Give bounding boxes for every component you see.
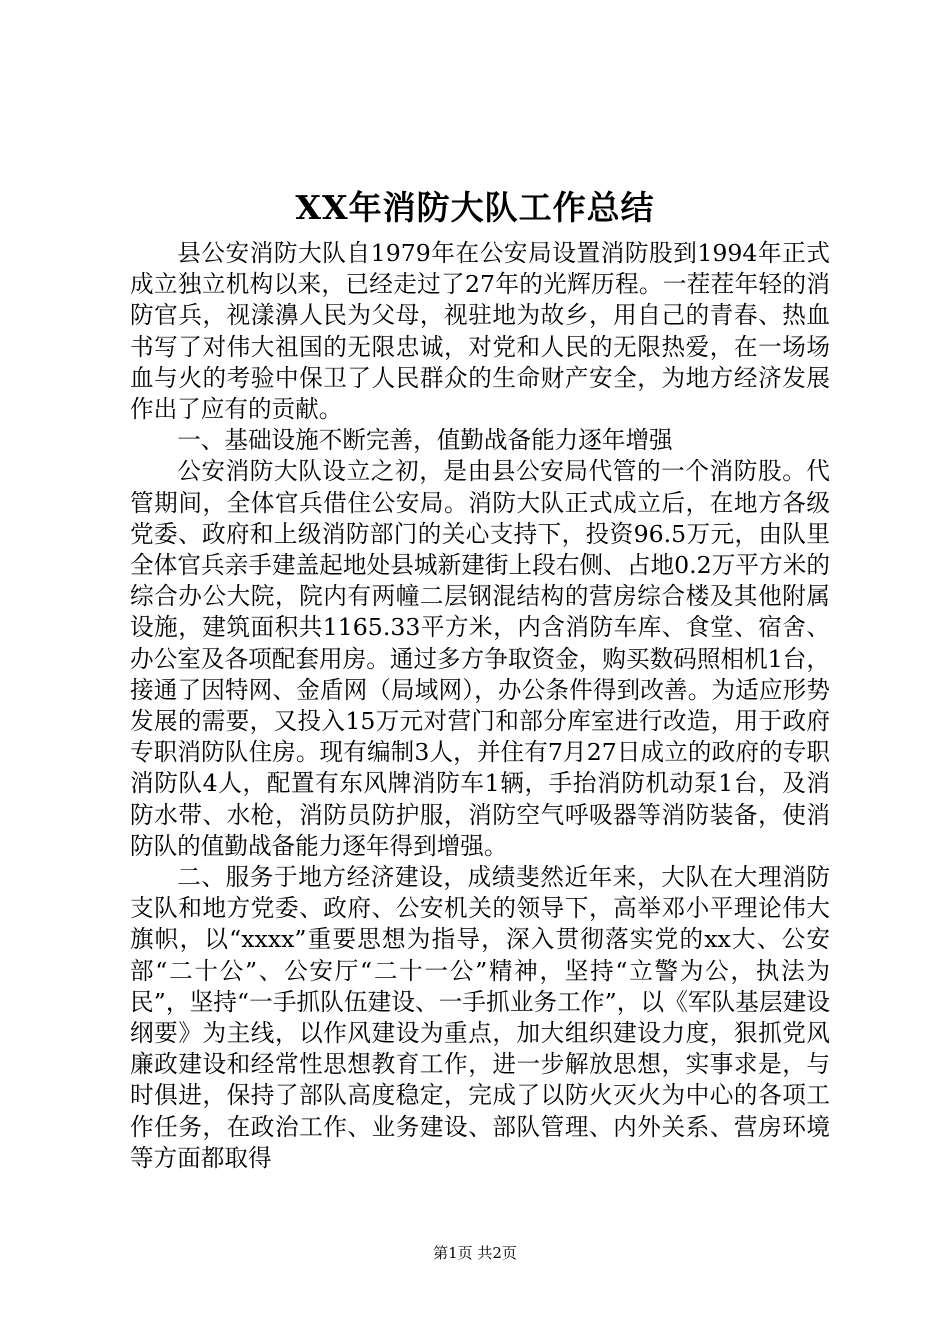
document-title: XX年消防大队工作总结 [295, 188, 655, 227]
document-body [130, 238, 830, 1174]
paragraph-infrastructure: 公安消防大队设立之初，是由县公安局代管的一个消防股。代管期间，全体官兵借住公安局。消防大队正式成立后，在地方各级党委、政府和上级消防部门的关心支持下，投资96.5万元，由队里全体官兵亲手建盖起地处县城新建街上段右侧、占地0.2万平方米的综合办公大院，院内有两幢二层钢混结构的营房综合楼及其他附属设施，建筑面积共1165.33平方米，内含消防车库、食堂、宿舍、办公室及各项配套用房。通过多方争取资金，购买数码照相机1台，接通了因特网、金盾网（局域网），办公条件得到改善。为适应形势发展的需要，又投入15万元对营门和部分库室进行改造，用于政府专职消防队住房。现有编制3人，并住有7月27日成立的政府的专职消防队4人，配置有东风牌消防车1辆，手抬消防机动泵1台，及消防水带、水枪，消防员防护服，消防空气呼吸器等消防装备，使消防队的值勤战备能力逐年得到增强。 [130, 457, 830, 860]
page-number-footer: 第1页 共2页 [433, 1244, 517, 1262]
section-heading-1: 一、基础设施不断完善，值勤战备能力逐年增强 [177, 426, 673, 455]
paragraph-economic-service: 二、服务于地方经济建设，成绩斐然近年来，大队在大理消防支队和地方党委、政府、公安机关的领导下，高举邓小平理论伟大旗帜，以“xxxx”重要思想为指导，深入贯彻落实党的xx大、公安部“二十公”、公安厅“二十一公”精神，坚持“立警为公，执法为民”，坚持“一手抓队伍建设、一手抓业务工作”，以《军队基层建设纲要》为主线，以作风建设为重点，加大组织建设力度，狠抓党风廉政建设和经常性思想教育工作，进一步解放思想，实事求是，与时俱进，保持了部队高度稳定，完成了以防火灭火为中心的各项工作任务，在政治工作、业务建设、部队管理、内外关系、营房环境等方面都取得 [130, 863, 830, 1172]
paragraph-intro: 县公安消防大队自1979年在公安局设置消防股到1994年正式成立独立机构以来，已经走过了27年的光辉历程。一茬茬年轻的消防官兵，视漾濞人民为父母，视驻地为故乡，用自己的青春、热血书写了对伟大祖国的无限忠诚，对党和人民的无限热爱，在一场场血与火的考验中保卫了人民群众的生命财产安全，为地方经济发展作出了应有的贡献。 [130, 239, 830, 424]
